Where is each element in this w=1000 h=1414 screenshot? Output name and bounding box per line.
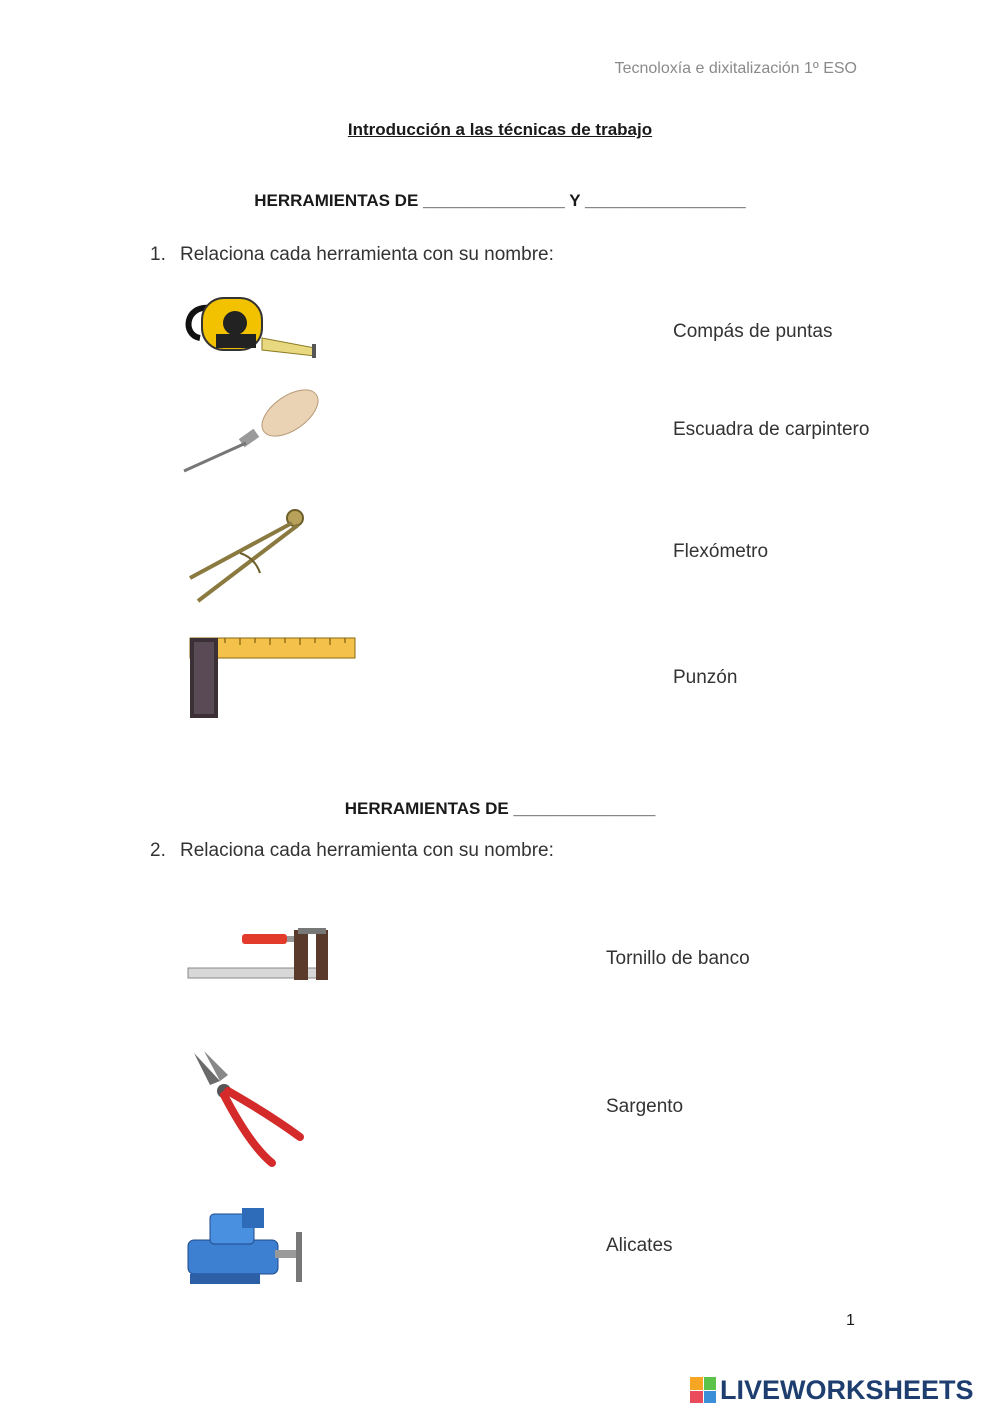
tool-name-2: Escuadra de carpintero [673,419,870,440]
page-number: 1 [846,1312,855,1329]
divider-compass-icon [180,503,370,603]
section1-heading: HERRAMIENTAS DE _______________ Y _________________ [254,191,746,210]
page-title: Introducción a las técnicas de trabajo [347,120,653,139]
tool-name-3: Flexómetro [673,541,769,562]
brand-footer [690,1372,990,1408]
header-subject: Tecnoloxía e dixitalización 1º ESO [614,60,857,77]
brand-name: LIVEWORKSHEETS [720,1374,974,1405]
exercise1-prompt [150,244,554,266]
liveworksheets-logo-icon [690,1377,716,1403]
exercise2-text: Relaciona cada herramienta con su nombre: [180,840,554,861]
tool-name-1: Compás de puntas [673,321,833,342]
bench-vise-icon [180,1200,370,1300]
exercise1-text: Relaciona cada herramienta con su nombre: [180,244,554,265]
awl-icon [180,385,370,485]
carpenter-square-icon [180,628,370,728]
section2-heading: HERRAMIENTAS DE _______________ [344,799,656,818]
exercise2-number: 2. [150,840,166,861]
tool-name-7: Alicates [606,1235,673,1256]
exercise2-prompt [150,840,554,862]
pliers-icon [180,1045,370,1145]
exercise1-number: 1. [150,244,166,265]
tape-measure-icon [180,290,370,390]
tool-name-4: Punzón [673,667,738,688]
clamp-icon [180,920,370,1020]
tool-name-5: Tornillo de banco [606,948,750,969]
tool-name-6: Sargento [606,1096,684,1117]
